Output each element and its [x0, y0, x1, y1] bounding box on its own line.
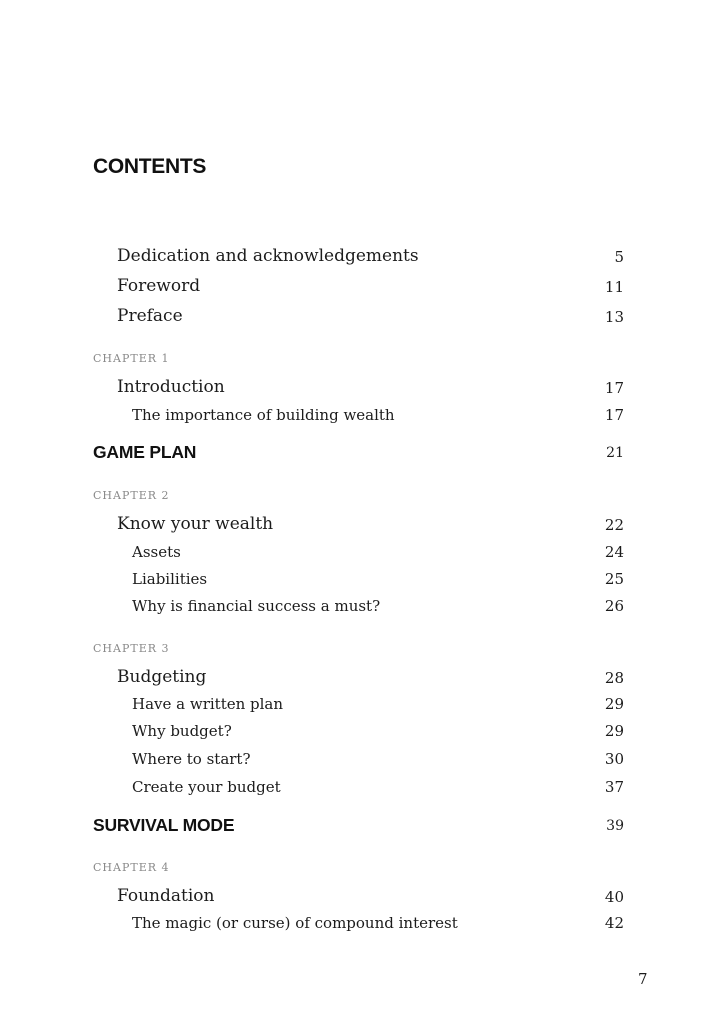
- toc-entry-title: Where to start?: [132, 750, 251, 768]
- toc-entry-title: Foundation: [117, 886, 215, 906]
- toc-chapter-title: [0, 377, 724, 403]
- toc-chapter-title: [0, 886, 724, 912]
- chapter-label: CHAPTER 1: [93, 352, 170, 365]
- toc-entry-title: Preface: [117, 306, 183, 326]
- chapter-label: CHAPTER 4: [93, 861, 170, 874]
- toc-section-entry: [0, 722, 724, 748]
- page-number: 7: [638, 970, 648, 988]
- toc-chapter-title: [0, 667, 724, 693]
- toc-entry-page: 40: [604, 888, 624, 906]
- toc-entry-page: 37: [604, 778, 624, 796]
- toc-entry-page: 26: [604, 597, 624, 615]
- toc-section-entry: [0, 543, 724, 569]
- toc-section-entry: [0, 570, 724, 596]
- toc-part-title: SURVIVAL MODE: [93, 815, 235, 835]
- toc-entry-page: 17: [604, 379, 624, 397]
- toc-entry-page: 22: [604, 516, 624, 534]
- toc-section-entry: [0, 778, 724, 804]
- toc-entry-preface: [0, 306, 724, 332]
- toc-entry-page: 29: [604, 695, 624, 713]
- toc-chapter-title: [0, 514, 724, 540]
- toc-entry-title: The magic (or curse) of compound interest: [132, 914, 458, 932]
- toc-entry-title: Introduction: [117, 377, 225, 397]
- toc-entry-title: Dedication and acknowledgements: [117, 246, 419, 266]
- toc-entry-page: 11: [604, 278, 624, 296]
- toc-entry-dedication: [0, 246, 724, 272]
- toc-part-title: GAME PLAN: [93, 442, 197, 462]
- toc-entry-title: Have a written plan: [132, 695, 284, 713]
- toc-part-survival-mode: [0, 815, 724, 841]
- toc-entry-title: Budgeting: [117, 667, 207, 687]
- toc-section-entry: [0, 695, 724, 721]
- toc-entry-title: The importance of building wealth: [132, 406, 395, 424]
- toc-entry-title: Foreword: [117, 276, 201, 296]
- toc-entry-title: Create your budget: [132, 778, 281, 796]
- toc-part-game-plan: [0, 442, 724, 468]
- toc-entry-title: Know your wealth: [117, 514, 274, 534]
- toc-entry-page: 13: [604, 308, 624, 326]
- toc-entry-page: 28: [604, 669, 624, 687]
- toc-entry-page: 30: [604, 750, 624, 768]
- chapter-label: CHAPTER 3: [93, 642, 170, 655]
- toc-entry-page: 42: [604, 914, 624, 932]
- toc-section-entry: [0, 750, 724, 776]
- toc-entry-page: 24: [604, 543, 624, 561]
- toc-section-entry: [0, 597, 724, 623]
- toc-entry-title: Liabilities: [132, 570, 208, 588]
- toc-entry-page: 25: [604, 570, 624, 588]
- toc-entry-title: Assets: [132, 543, 181, 561]
- toc-section-entry: [0, 914, 724, 940]
- toc-entry-page: 21: [606, 445, 624, 461]
- toc-section-entry: [0, 406, 724, 432]
- toc-entry-page: 39: [606, 818, 624, 834]
- toc-entry-page: 17: [604, 406, 624, 424]
- toc-entry-title: Why is financial success a must?: [132, 597, 381, 615]
- toc-entry-title: Why budget?: [132, 722, 232, 740]
- toc-entry-page: 29: [604, 722, 624, 740]
- chapter-label: CHAPTER 2: [93, 489, 170, 502]
- contents-heading: CONTENTS: [93, 155, 207, 178]
- toc-entry-page: 5: [614, 248, 624, 266]
- toc-entry-foreword: [0, 276, 724, 302]
